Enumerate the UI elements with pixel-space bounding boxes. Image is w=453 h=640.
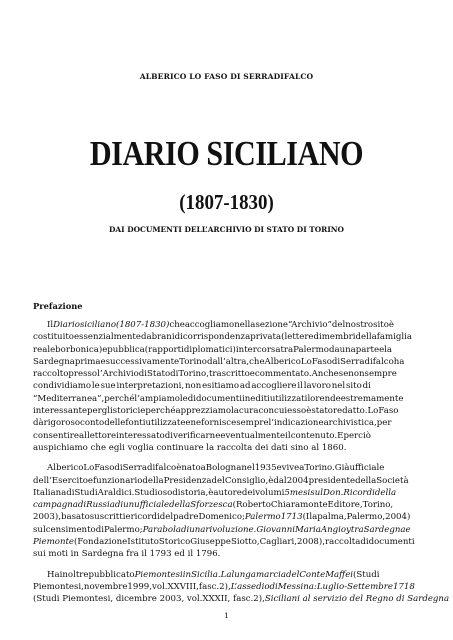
italic-text: La [220,569,232,580]
text-word: del [211,475,225,486]
italic-text: della [169,500,191,511]
italic-text: una [189,524,206,535]
italic-text: campagna [33,500,78,511]
text-word: e [100,356,106,367]
text-word: di [66,487,75,498]
text-word: dei [241,487,256,498]
text-word: su [89,512,100,523]
text-word: lo [307,393,316,404]
text-word: di [95,524,104,535]
italic-text: di [77,500,87,511]
text-word: e [87,475,93,486]
text-line [33,581,415,593]
text-word: essenzialmente [73,332,141,343]
text-word: 1999, [127,581,153,592]
text-word: Piemontesi, [33,581,84,592]
italic-text: Sforzesca [190,500,233,511]
text-word: Lo [83,463,95,474]
text-word: (Fondazione [74,537,128,548]
text-word: dell’Esercito [33,475,88,486]
text-word: gli [101,406,113,417]
text-word: inediti [241,393,270,404]
text-word: (lettere [281,332,314,343]
text-word: fonti [125,418,146,429]
text-word: 2004) [385,512,411,523]
text-word: di [360,537,369,548]
text-word: funzionario [92,475,143,486]
text-line [33,536,415,548]
text-word: Istituto [127,537,159,548]
text-word: di [331,356,341,367]
text-word: Torino [179,356,207,367]
text-word: rende [315,393,341,404]
text-word: Editore, [327,500,363,511]
italic-text: lunga [231,569,256,580]
text-word: diplomatici) [183,344,236,355]
text-word: del [331,320,346,330]
italic-text: in [182,569,192,580]
text-word: con [258,406,275,417]
text-word: Lo [367,406,379,417]
text-line [33,593,450,605]
text-word: ha [393,356,405,367]
text-word: raccolta [325,537,361,548]
text-word: scritti [99,512,126,523]
text-word: esitiamo [202,381,239,392]
italic-text: e [405,524,411,535]
text-word: Storico [158,537,191,548]
text-word: Palermo, [346,512,386,523]
text-word: e [276,463,282,474]
italic-text: Sicilia. [191,569,221,580]
text-word: da [328,344,340,355]
text-word: “Archivio” [288,320,332,330]
italic-text: ufficiale [134,500,170,511]
text-word: rigoroso [43,418,81,429]
text-word: (rapporti [144,344,184,355]
text-word: inoltre [59,569,89,580]
text-word: Presidenza [163,475,212,486]
text-word: Torino, [178,369,209,380]
document-subtitle: DAI DOCUMENTI DELL’ARCHIVIO DI STATO DI TORINO [109,225,344,234]
italic-text: Giovanni [256,524,295,535]
text-word: nel [241,463,255,474]
text-word: parte [355,344,380,355]
text-line [33,331,413,343]
text-word: l’ampia [134,393,167,404]
text-word: Lo [300,356,312,367]
text-line [33,380,371,392]
italic-text: rivoluzione. [205,524,257,535]
text-word: 2003), [33,512,61,523]
italic-text: di [114,500,124,511]
text-word: Il [47,320,54,330]
text-word: lavoro [303,381,331,392]
italic-text: di [269,581,278,592]
paragraph [33,462,415,560]
text-word: di [362,381,371,392]
document-dates: (1807-1830) [179,190,274,214]
text-word: nostro [345,320,374,330]
text-word: Alberico [264,356,301,367]
italic-text: Piemonte [33,537,75,548]
text-word: di [164,430,174,441]
italic-text: del [286,569,300,580]
text-word: di [313,332,322,343]
italic-text: Palermo [244,512,281,523]
text-word: di [114,463,123,474]
text-word: ricordi [130,512,160,523]
text-word: Palermo; [103,524,143,535]
text-word: Studi [74,487,98,498]
text-word: nato [181,463,201,474]
text-word: è [306,406,312,417]
text-word: del [159,512,174,523]
text-word: Siotto, [230,537,260,548]
text-word: perché [145,406,176,417]
text-word: membri [321,332,356,343]
text-word: di [174,332,183,343]
text-word: auspichiamo che egli voglia continuare la raccolta dei dati sino al 1860. [33,442,347,453]
text-word: verificarne [173,430,221,441]
text-line [33,393,404,405]
text-word: di [187,393,196,404]
text-word: costituito [33,332,74,343]
italic-text: un [123,500,135,511]
text-word: accogliamo [184,320,235,330]
text-word: la [384,344,393,355]
text-word: e [249,369,255,380]
text-word: Faso [311,356,332,367]
italic-text: Diario [53,320,80,330]
text-line [33,319,394,331]
text-word: utilizzati [269,393,308,404]
text-word: a [299,463,305,474]
text-word: autore [213,487,242,498]
text-word: dall’altra, [206,356,250,367]
text-line [33,417,392,429]
italic-text: tra [350,524,364,535]
text-word: privata [250,332,282,343]
text-word: stato [311,406,333,417]
text-word: non [185,381,202,392]
text-line [33,487,397,499]
text-word: vol. [152,581,168,592]
text-word: fasc.2), [198,581,231,592]
text-word: interpretazioni, [116,381,185,392]
text-word: fornisce [201,418,237,429]
text-word: Bologna [205,463,242,474]
text-word: Già [334,463,350,474]
italic-text: della [374,487,397,498]
text-word: prima [74,356,101,367]
text-word: Ha [47,569,60,580]
text-line [33,430,371,442]
text-word: (Studi Piemontesi, dicembre 2003, vol.XXXII, fasc.2), [33,594,265,605]
author-name: ALBERICO LO FASO DI SERRADIFALCO [139,72,314,81]
text-word: Torino. [304,463,335,474]
text-word: per [376,418,392,429]
paragraph-gap [33,561,371,569]
text-word: ad [239,381,251,392]
text-line [33,548,371,560]
text-word: presso [68,369,98,380]
text-word: e [379,344,385,355]
text-word: Serradifalco [122,463,177,474]
text-word: pubblica [107,344,145,355]
text-word: Faso [378,406,399,417]
text-line [33,511,411,523]
text-word: sue [100,381,116,392]
text-word: borbonica) [55,344,103,355]
text-word: da [140,332,152,343]
text-word: utilizzate [145,418,186,429]
text-word: sito [345,381,362,392]
text-word: e [185,418,191,429]
text-word: di [172,487,181,498]
text-line [33,524,411,536]
text-word: intercorsa [235,344,281,355]
text-word: archivistica, [323,418,377,429]
text-word: conto [80,418,105,429]
text-word: (Roberto [232,500,271,511]
preface-body [33,319,450,606]
text-word: è [268,475,274,486]
text-word: accogliere [251,381,297,392]
text-word: la [231,406,239,417]
text-word: “Mediterranea”, [33,393,105,404]
text-word: XXVIII, [167,581,199,592]
text-line [33,368,397,380]
text-word: per [87,406,102,417]
text-word: condividiamo [33,381,92,392]
italic-text: Angioy [320,524,351,535]
text-word: raccolto [33,369,69,380]
text-word: consentire [33,430,79,441]
text-word: Anche [311,369,339,380]
italic-text: sul [310,487,323,498]
text-word: e [102,344,108,355]
text-word: eventualmente [220,430,286,441]
text-word: brani [151,332,175,343]
text-word: Cagliari, [259,537,298,548]
italic-text: Ricordi [343,487,375,498]
italic-text: (1807-1830) [116,320,170,330]
text-word: perché [104,393,135,404]
italic-text: 5 [284,487,290,498]
text-word: se [338,369,349,380]
text-word: famiglia [376,332,413,343]
italic-text: Russia [86,500,115,511]
text-word: sul [33,524,46,535]
text-word: reale [33,344,56,355]
text-word: dal [273,475,287,486]
text-line [33,475,409,487]
text-word: E [337,430,344,441]
text-word: contenuto. [290,430,338,441]
text-word: 1935 [254,463,277,474]
text-word: è [388,320,394,330]
italic-text: Parabola [142,524,181,535]
text-word: l’Archivio [97,369,139,380]
text-word: estremamente [340,393,404,404]
text-word: Chiaramonte [270,500,328,511]
text-line [33,499,394,511]
text-word: cura [238,406,259,417]
text-word: ne [190,418,202,429]
text-word: novembre [83,581,128,592]
text-word: (Studi [353,569,380,580]
text-word: il [285,430,291,441]
italic-text: Conte [299,569,326,580]
text-word: Sardegna [33,356,75,367]
text-word: l’indicazione [268,418,324,429]
text-word: vive [281,463,300,474]
text-word: Domenico; [198,512,245,523]
document-title: DIARIO SICILIANO [89,134,364,173]
italic-text: Siciliani al servizio del Regno di Sardegna [264,594,450,605]
italic-text: 1718 [392,581,415,592]
italic-text: marcia [255,569,287,580]
text-word: interessante [33,406,88,417]
text-word: dà [33,418,44,429]
paragraph [33,319,413,454]
text-word: 2008), [297,537,325,548]
text-word: esso [287,406,307,417]
text-word: il [297,381,303,392]
text-word: pubblicato [88,569,135,580]
text-word: 2004 [286,475,309,486]
text-word: commentato. [254,369,312,380]
text-word: basato [60,512,90,523]
text-word: nel [331,381,346,392]
italic-text: 1713 [280,512,303,523]
text-word: cui [274,406,288,417]
text-word: sempre [236,418,269,429]
italic-text: Maria [294,524,321,535]
text-word: di [170,369,179,380]
text-line [33,442,371,454]
text-word: e [125,512,131,523]
italic-text: Messina: [277,581,317,592]
text-word: ufficiale [349,463,385,474]
text-word: documenti [195,393,242,404]
text-word: della [355,475,377,486]
text-word: sito [373,320,389,330]
text-word: Studioso [134,487,173,498]
italic-text: Luglio-Settembre [316,581,393,592]
italic-text: Don. [323,487,344,498]
text-word: delle [104,418,126,429]
text-word: a [200,463,206,474]
text-word: (Ilapalma, [302,512,347,523]
text-line [33,356,405,368]
text-word: successivamente [105,356,180,367]
text-word: e [140,406,146,417]
text-word: della [142,475,164,486]
page-number: 1 [224,611,229,620]
section-heading: Prefazione [33,301,83,311]
italic-text: L’assedio [230,581,270,592]
text-word: nella [234,320,256,330]
text-word: documenti [368,537,415,548]
italic-text: Sardegna [363,524,406,535]
italic-text: Maffei [325,569,354,580]
text-word: Serradifalco [340,356,394,367]
paragraph [33,569,450,606]
text-word: Palermo [293,344,329,355]
text-word: è [176,463,182,474]
paragraph-gap [33,454,371,462]
text-word: le [91,381,100,392]
text-line [33,462,385,474]
text-line [33,405,399,417]
text-word: non [348,369,365,380]
text-word: di [138,369,148,380]
text-word: Torino, [362,500,394,511]
text-word: corrispondenza [182,332,251,343]
text-word: trascritto [208,369,250,380]
text-word: interessato [116,430,165,441]
text-word: storia, [180,487,209,498]
italic-text: siciliano [79,320,117,330]
text-word: censimento [45,524,96,535]
text-word: è [208,487,214,498]
text-word: tra [280,344,294,355]
text-word: Alberico [47,463,84,474]
text-word: sui moti in Sardegna fra il 1793 ed il 1796. [33,549,221,560]
italic-text: Piemontesi [134,569,183,580]
text-word: apprezziamo [175,406,232,417]
text-word: che [169,320,185,330]
text-line [33,569,380,581]
text-word: redatto. [332,406,368,417]
text-word: Giuseppe [190,537,231,548]
text-word: storici [112,406,141,417]
text-word: Faso [94,463,115,474]
text-word: al [79,430,87,441]
text-word: Società [376,475,409,486]
text-word: della [355,332,377,343]
text-word: sempre [364,369,397,380]
text-word: padre [173,512,199,523]
text-word: Italiana [33,487,67,498]
text-word: mole [166,393,188,404]
italic-text: mesi [289,487,311,498]
text-word: sezione [255,320,289,330]
text-word: perciò [343,430,371,441]
text-word: Stato [147,369,171,380]
text-word: Araldici. [97,487,135,498]
text-word: presidente [308,475,356,486]
text-word: lettore [86,430,117,441]
text-line [33,344,393,356]
text-word: Consiglio, [224,475,269,486]
text-word: che [249,356,265,367]
text-word: una [339,344,356,355]
text-word: volumi [255,487,285,498]
italic-text: di [180,524,190,535]
